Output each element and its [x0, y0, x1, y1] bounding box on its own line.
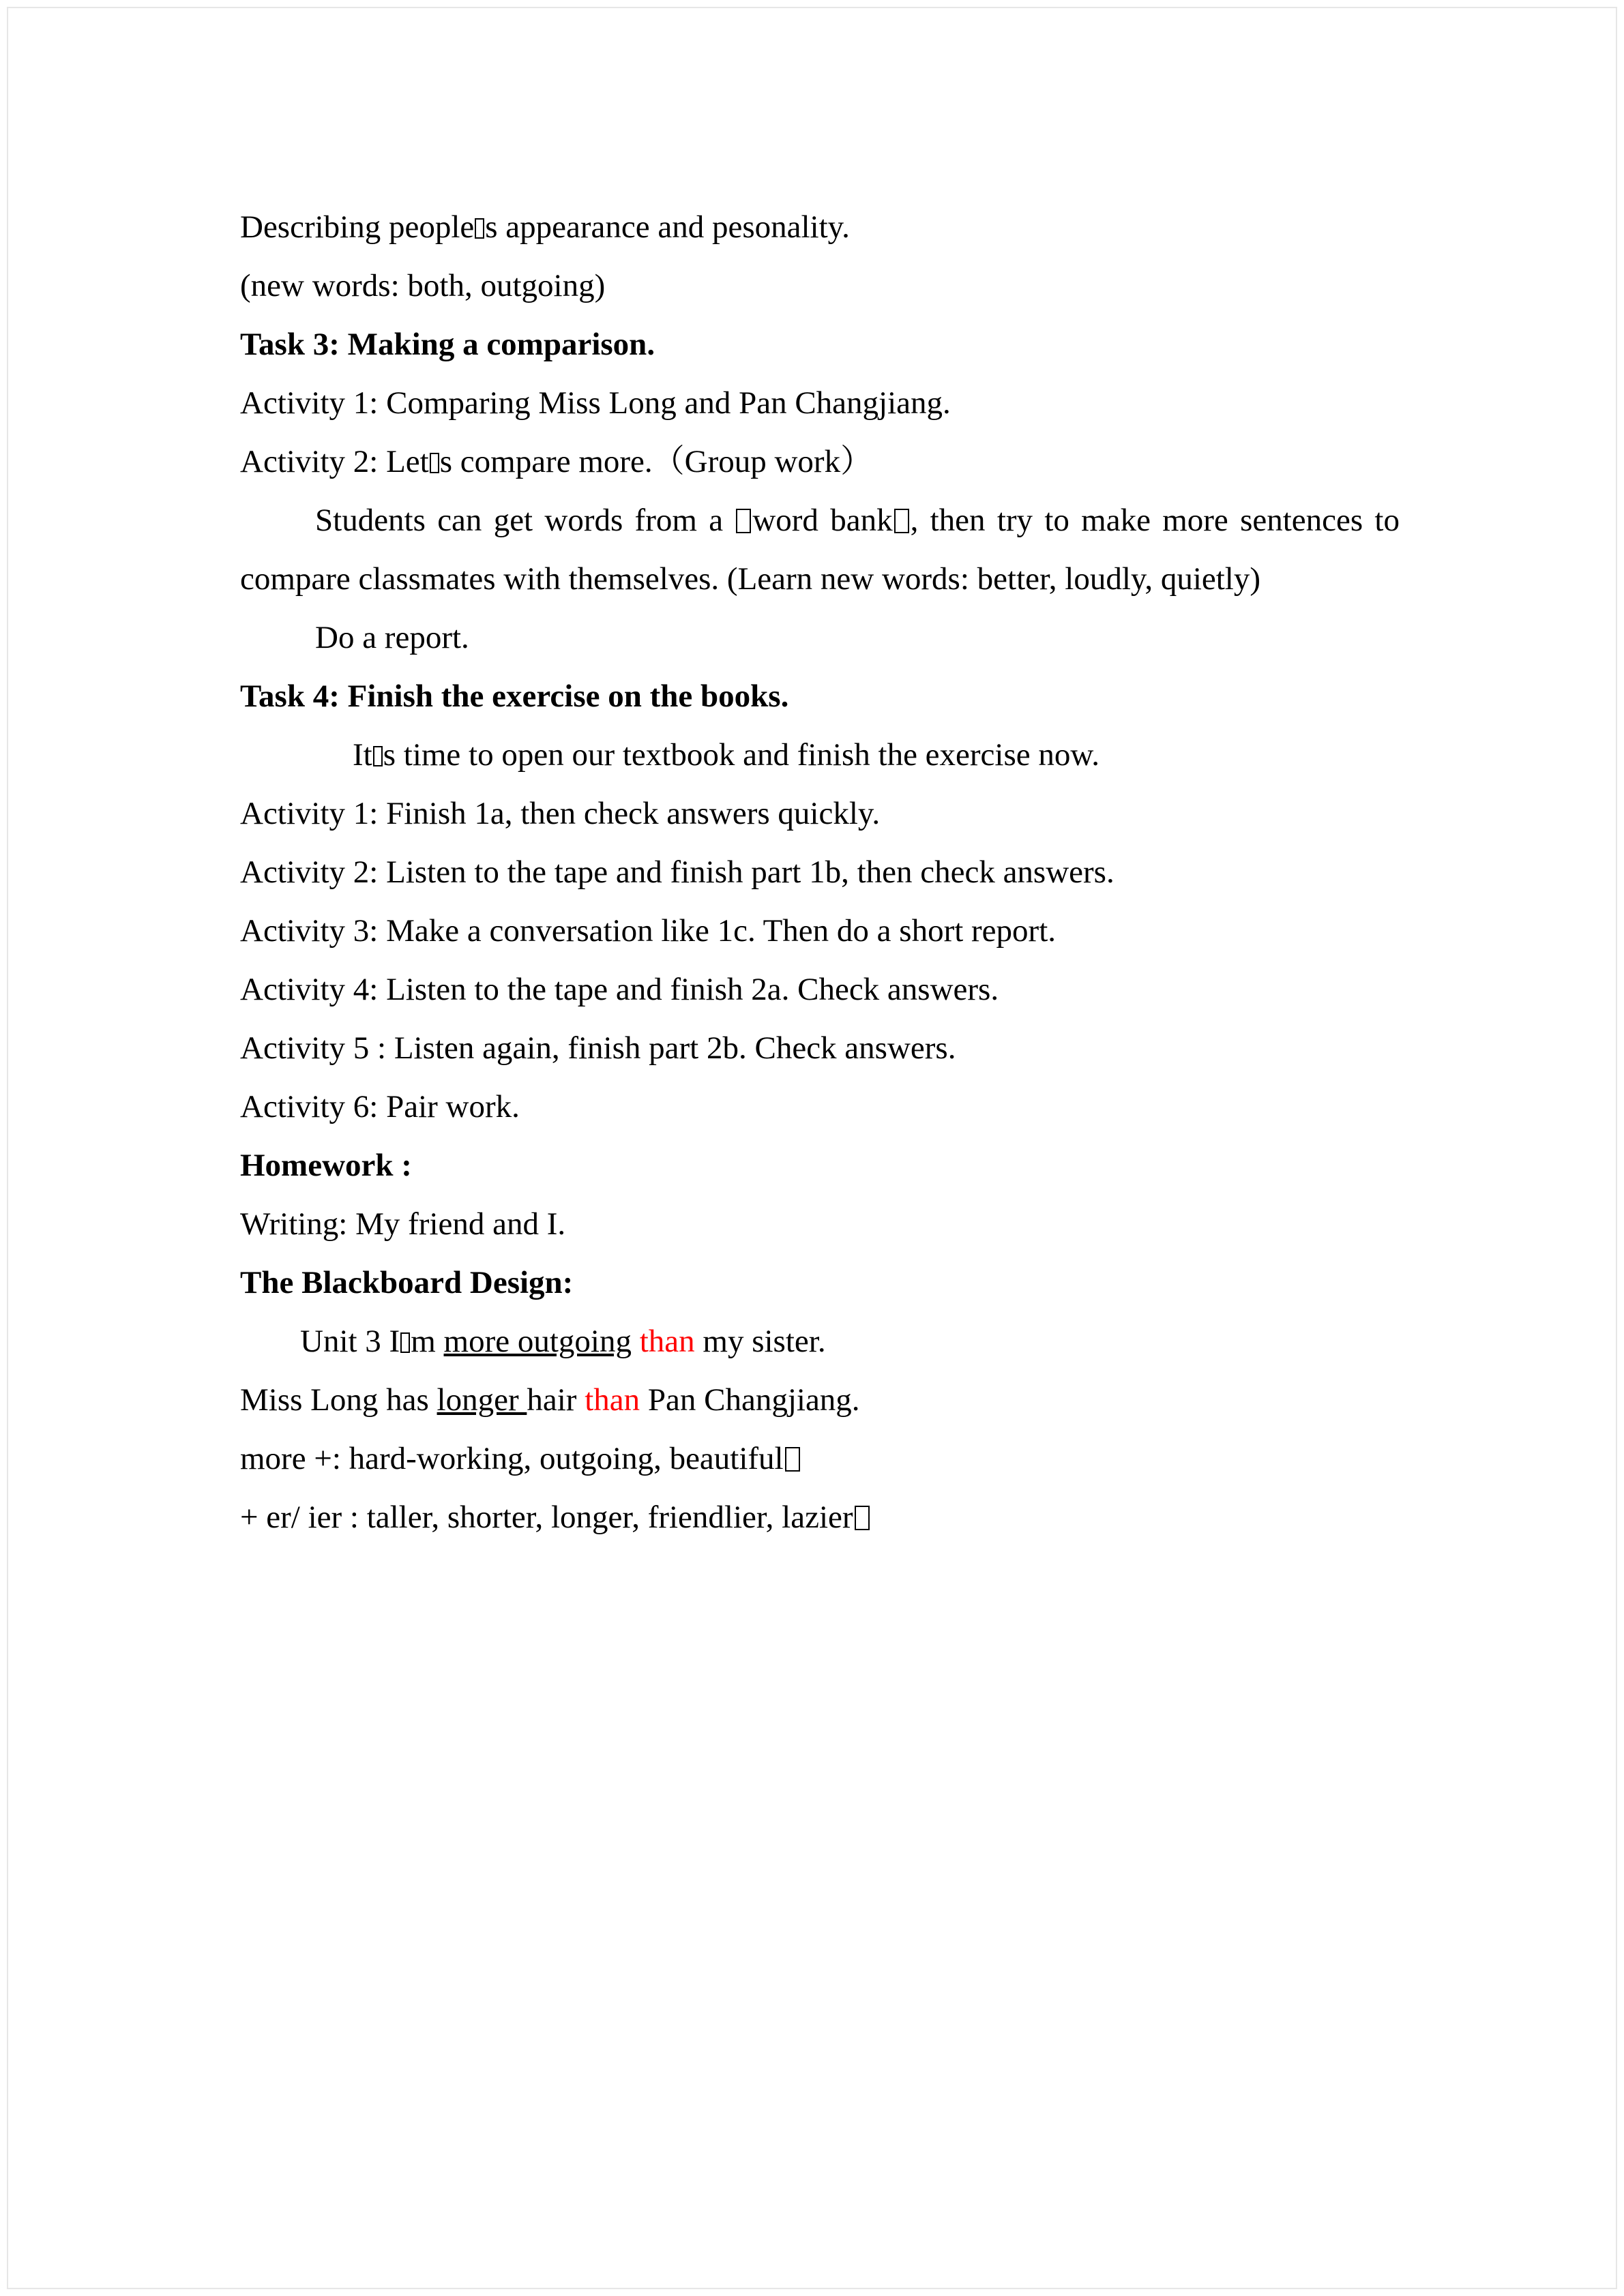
line-its-time — [240, 726, 1400, 784]
missing-glyph-box-icon — [430, 453, 439, 473]
line-text: s compare more.（Group work） — [439, 444, 873, 479]
heading-task-4: Task 4: Finish the exercise on the books. — [240, 679, 789, 714]
line-text: s appearance and pesonality. — [485, 209, 850, 245]
line-do-a-report: Do a report. — [315, 620, 469, 655]
line-task4-activity-2: Activity 2: Listen to the tape and finish part 1b, then check answers. — [240, 854, 1114, 890]
line-task4-activity-5: Activity 5 : Listen again, finish part 2b. Check answers. — [240, 1030, 956, 1066]
ellipsis-box-icon — [785, 1447, 800, 1472]
heading-homework: Homework : — [240, 1148, 412, 1183]
line-task3-activity-1: Activity 1: Comparing Miss Long and Pan Changjiang. — [240, 385, 951, 421]
line-text: Unit 3 I — [300, 1324, 400, 1359]
close-quote-box-icon — [894, 509, 909, 533]
line-task4-activity-6: Activity 6: Pair work. — [240, 1089, 520, 1124]
paragraph-text: , then try to make more sentences to compare classmates with themselves. (Learn new words: better, loudly, quietly) — [240, 503, 1400, 597]
line-text: Miss Long has — [240, 1382, 437, 1418]
line-text: Pan Changjiang. — [640, 1382, 860, 1418]
line-homework-writing: Writing: My friend and I. — [240, 1206, 566, 1242]
line-text: + er/ ier : taller, shorter, longer, friendlier, lazier — [240, 1500, 853, 1535]
missing-glyph-box-icon — [373, 746, 383, 766]
line-text: Describing people — [240, 209, 475, 245]
underlined-more-outgoing: more outgoing — [443, 1324, 632, 1359]
line-text: s time to open our textbook and finish the exercise now. — [383, 737, 1100, 773]
red-than: than — [585, 1382, 640, 1418]
line-blackboard-er-ier — [240, 1488, 1400, 1547]
underlined-longer: longer — [437, 1382, 527, 1418]
line-task4-activity-1: Activity 1: Finish 1a, then check answers quickly. — [240, 796, 881, 831]
line-text: Activity 2: Let — [240, 444, 429, 479]
document-body — [240, 198, 1400, 1547]
line-text: more +: hard-working, outgoing, beautiful — [240, 1441, 784, 1476]
line-blackboard-more-plus — [240, 1429, 1400, 1488]
line-text: hair — [527, 1382, 585, 1418]
line-describing-people — [240, 198, 1400, 256]
heading-task-3: Task 3: Making a comparison. — [240, 327, 655, 362]
paragraph-word-bank — [240, 491, 1400, 608]
line-text: It — [353, 737, 372, 773]
line-task4-activity-3: Activity 3: Make a conversation like 1c. Then do a short report. — [240, 913, 1056, 949]
apostrophe-box-icon — [400, 1332, 410, 1353]
missing-glyph-box-icon — [475, 218, 484, 239]
heading-blackboard-design: The Blackboard Design: — [240, 1265, 574, 1300]
paragraph-text: Students can get words from a — [315, 503, 724, 538]
line-blackboard-unit3 — [240, 1312, 1400, 1371]
line-task3-activity-2 — [240, 432, 1400, 491]
paragraph-text: word bank — [752, 503, 893, 538]
line-new-words: (new words: both, outgoing) — [240, 268, 606, 303]
line-blackboard-misslong — [240, 1371, 1400, 1429]
ellipsis-box-icon — [855, 1506, 870, 1530]
red-than: than — [639, 1324, 695, 1359]
line-task4-activity-4: Activity 4: Listen to the tape and finish 2a. Check answers. — [240, 972, 999, 1007]
line-text: my sister. — [703, 1324, 826, 1359]
line-text: m — [411, 1324, 444, 1359]
open-quote-box-icon — [736, 509, 751, 533]
